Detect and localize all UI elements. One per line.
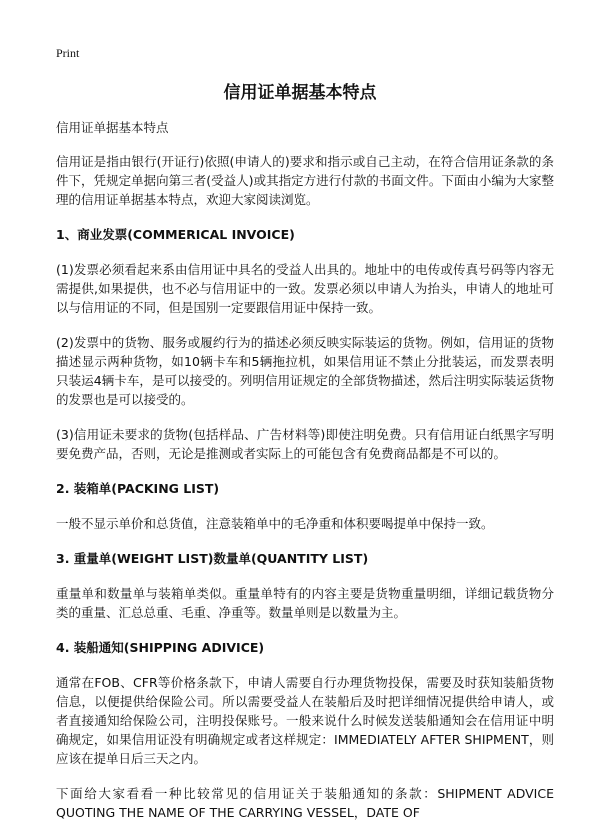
section-heading-packing-list: 2. 装箱单(PACKING LIST) [56,481,220,496]
paragraph: (2)发票中的货物、服务或履约行为的描述必须反映实际装运的货物。例如，信用证的货物描述显示两种货物，如10辆卡车和5辆拖拉机，如果信用证不禁止分批装运，而发票表明只装运4辆卡车，是可以接受的。列明信用证规定的全部货物描述，然后注明实际装运货物的发票也是可以接受的。 [56,335,554,407]
document-body [56,118,554,838]
paragraph: (3)信用证未要求的货物(包括样品、广告材料等)即使注明免费。只有信用证白纸黑字写明要免费产品，否则，无论是推测或者实际上的可能包含有免费商品都是不可以的。 [56,427,554,461]
subtitle: 信用证单据基本特点 [56,120,169,135]
paragraph: (1)发票必须看起来系由信用证中具名的受益人出具的。地址中的电传或传真号码等内容无需提供,如果提供，也不必与信用证中的一致。发票必须以申请人为抬头，申请人的地址可以与信用证的不同，但是国别一定要跟信用证中保持一致。 [56,262,554,315]
paragraph: 通常在FOB、CFR等价格条款下，申请人需要自行办理货物投保，需要及时获知装船货物信息，以便提供给保险公司。所以需要受益人在装船后及时把详细情况提供给申请人，或者直接通知给保险公司，注明投保账号。一般来说什么时候发送装船通知会在信用证中明确规定，如果信用证没有明确规定或者这样规定：IMMEDIATELY AFTER SHIPMENT，则应该在提单日后三天之内。 [56,675,554,766]
section-heading-shipping-advice: 4. 装船通知(SHIPPING ADIVICE) [56,640,265,655]
paragraph: 重量单和数量单与装箱单类似。重量单特有的内容主要是货物重量明细，详细记载货物分类的重量、汇总总重、毛重、净重等。数量单则是以数量为主。 [56,586,554,620]
intro-paragraph: 信用证是指由银行(开证行)依照(申请人的)要求和指示或自己主动，在符合信用证条款的条件下，凭规定单据向第三者(受益人)或其指定方进行付款的书面文件。下面由小编为大家整理的信用证单据基本特点，欢迎大家阅读浏览。 [56,154,554,207]
section-heading-weight-list: 3. 重量单(WEIGHT LIST)数量单(QUANTITY LIST) [56,551,369,566]
paragraph: 一般不显示单价和总货值，注意装箱单中的毛净重和体积要喝提单中保持一致。 [56,516,494,531]
paragraph: 下面给大家看看一种比较常见的信用证关于装船通知的条款：SHIPMENT ADVICE QUOTING THE NAME OF THE CARRYING VESSEL，DATE OF [56,786,554,820]
section-heading-invoice: 1、商业发票(COMMERICAL INVOICE) [56,227,295,242]
print-label[interactable]: Print [56,46,80,60]
page-title: 信用证单据基本特点 [223,83,377,103]
